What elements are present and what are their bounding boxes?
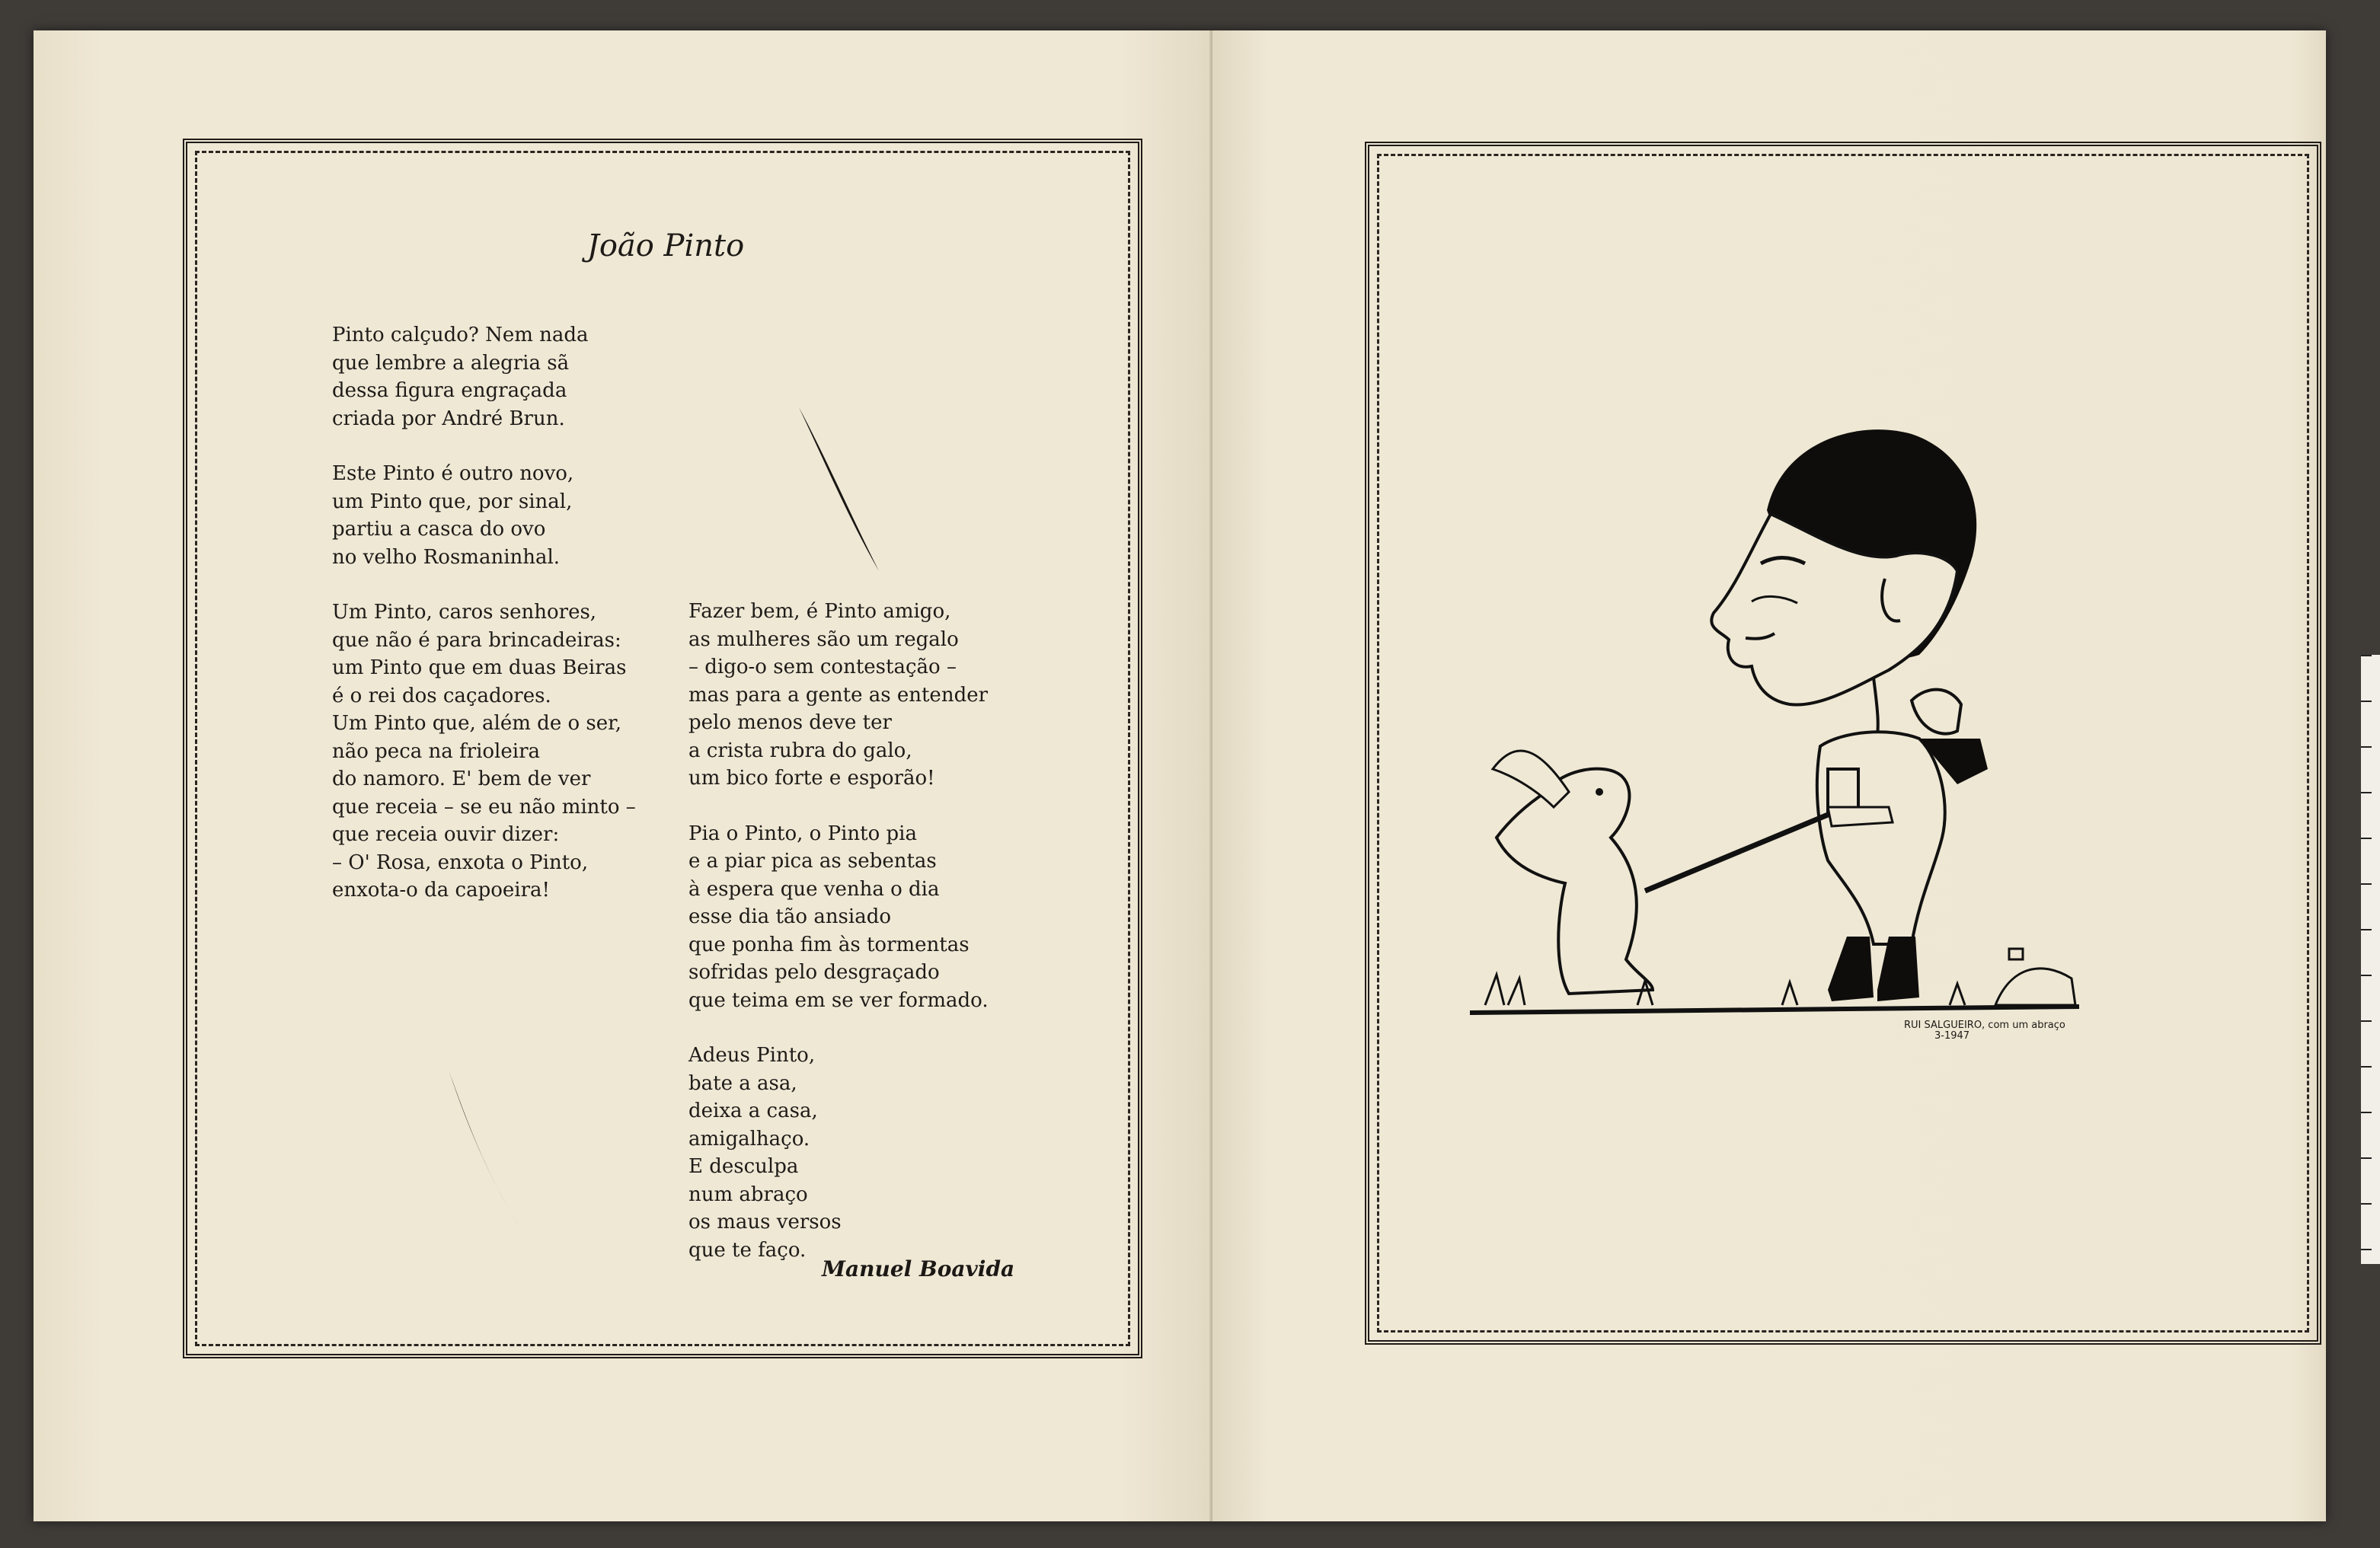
poem-line: que lembre a alegria sã: [332, 351, 570, 375]
poem-line: Pia o Pinto, o Pinto pia: [688, 822, 917, 845]
poem-line: pelo menos deve ter: [688, 711, 892, 734]
poem-line: amigalhaço.: [688, 1127, 810, 1151]
poem-line: – digo-o sem contestação –: [688, 656, 957, 678]
poem-line: dessa figura engraçada: [332, 379, 567, 402]
poem-line: que te faço.: [688, 1238, 807, 1262]
poem-line: que receia – se eu não minto –: [332, 795, 636, 819]
poem-line: enxota-o da capoeira!: [332, 879, 550, 902]
poem-line: E desculpa: [688, 1155, 799, 1178]
poem-line: deixa a casa,: [688, 1100, 818, 1122]
poem-column-left: [332, 321, 667, 905]
poem-line: as mulheres são um regalo: [688, 627, 959, 651]
poem-line: esse dia tão ansiado: [688, 905, 892, 928]
poem-column-right: [688, 598, 1039, 1264]
poem-line: no velho Rosmaninhal.: [332, 545, 561, 569]
poem-line: não peca na frioleira: [332, 739, 540, 763]
illustration-credit: RUI SALGUEIRO, com um abraço 3-1947: [1904, 1020, 2065, 1042]
poem-line: que ponha fim às tormentas: [688, 933, 970, 956]
poem-line: mas para a gente as entender: [688, 683, 989, 707]
poem-line: e a piar pica as sebentas: [688, 850, 937, 873]
decorative-stroke-lower: [445, 1066, 529, 1234]
measurement-scale: [2361, 655, 2380, 1264]
caricature-illustration: [1462, 411, 2087, 1043]
poem-signature: Manuel Boavida: [822, 1256, 1015, 1281]
poem-line: a crista rubra do galo,: [688, 739, 912, 762]
poem-line: num abraço: [688, 1183, 808, 1206]
decorative-stroke-upper: [795, 404, 887, 579]
poem-line: bate a asa,: [688, 1071, 797, 1095]
poem-title: João Pinto: [586, 228, 745, 263]
poem-line: um bico forte e esporão!: [688, 767, 935, 790]
poem-line: que não é para brincadeiras:: [332, 628, 621, 652]
poem-line: Um Pinto, caros senhores,: [332, 601, 597, 624]
poem-line: que receia ouvir dizer:: [332, 823, 560, 846]
poem-line: os maus versos: [688, 1211, 842, 1234]
poem-line: sofridas pelo desgraçado: [688, 961, 940, 984]
poem-line: Adeus Pinto,: [688, 1044, 816, 1067]
poem-line: é o rei dos caçadores.: [332, 684, 551, 707]
poem-line: – O' Rosa, enxota o Pinto,: [332, 851, 589, 874]
poem-line: um Pinto que em duas Beiras: [332, 656, 627, 679]
poem-line: Um Pinto que, além de o ser,: [332, 712, 621, 735]
poem-line: Este Pinto é outro novo,: [332, 462, 574, 485]
left-page: [34, 30, 1212, 1521]
poem-line: partiu a casca do ovo: [332, 518, 546, 541]
poem-line: à espera que venha o dia: [688, 877, 940, 901]
poem-line: que teima em se ver formado.: [688, 988, 989, 1012]
poem-line: criada por André Brun.: [332, 407, 565, 430]
poem-line: um Pinto que, por sinal,: [332, 490, 573, 513]
poem-line: do namoro. E' bem de ver: [332, 768, 591, 790]
poem-line: Fazer bem, é Pinto amigo,: [688, 600, 951, 623]
poem-line: Pinto calçudo? Nem nada: [332, 324, 589, 346]
